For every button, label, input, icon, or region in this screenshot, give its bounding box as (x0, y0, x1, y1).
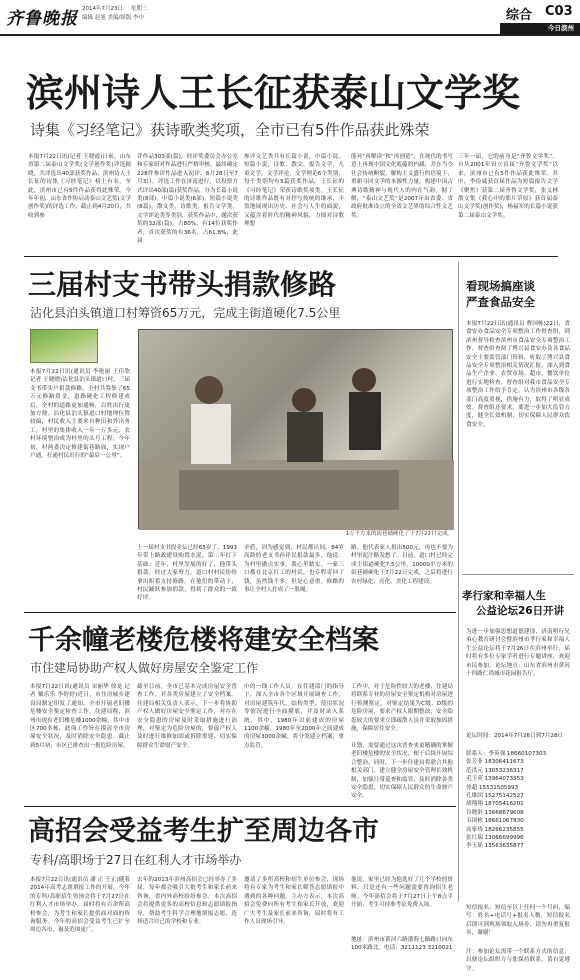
section-label: 综合 (506, 8, 533, 23)
contact-line: 张芳菲 18306411673 (466, 759, 524, 766)
article4-col4: 他说，家里已经为他选好了几个学校的资料，只是还有一些问题需要咨询招生老师。今年高招会将于7月27日上午8点半开始，考生可持准考证免费入场。 (351, 877, 453, 909)
contact-line: 韦国栋 18661067830 (466, 818, 524, 825)
contact-line: 联系人：李英强 18660107303 (466, 751, 547, 757)
article1-col2: 评作品303部(篇)，经评奖委员会办公室和专家组对作品进行严格审核，最终确定228件参评作品进入初评，6月28日至7月3日，评选工作在济南进行，以投票方式评出40部(篇)获奖作品，分为长篇小说类(8部)，中篇小说类(6部)，短篇小说类(8篇)，散文类，诗歌类，报告文学类，文学评论类等类别，获奖作品中，题次获奖的32部(篇)，占80%，有14位获奖作者，首次获奖的有36名，占61.8%，此届 (137, 154, 238, 245)
article3-col2: 截至目前，全市已基本完成房屋安全普查工作，对各类房屋建立了安全档案。住建局相关负责人表示，下一步将协助产权人做好房屋安全鉴定工作，对存在安全隐患的房屋及时采取措施进行治理，对鉴定为危险房屋的，督促产权人及时进行维修加固或拆除重建，切实保障群众生命财产安全。 (137, 684, 237, 749)
article1-col4: 能对“再解读”和“再创造”，在现代的书写意上再现中国文化底蕴的内涵，并在当今社会传统断裂，解构主义盛行的语境下，重新寻回文学的本源性力量，构建中国古典诗歌精神与现代人的内在气韵。据了解，“泰山文艺奖”是2007年由省委、省政府批准设立的全省文艺界的综合性文艺奖。 (351, 154, 453, 219)
article3-headline: 千余幢老楼危楼将建安全档案 (28, 625, 379, 656)
contact-line: 毛玉英 13964073353 (466, 776, 524, 783)
weekday-text: 星期三 (130, 6, 148, 12)
sidebar1-headline-line2: 严查食品安全 (466, 295, 535, 309)
article1-headline: 滨州诗人王长征获泰山文学奖 (26, 71, 521, 115)
sidebar2-body: 为进一步加强思想道德建设，济南明行兄弟心教育研讨会暨滨州市孝行家和幸福人生公益论坛将于7月26日在滨州举行，届时将有多位专家学者进行专题讲座，欢迎市民参加。论坛地点：山东省滨州市黄河十四路仁尚城市花园报告厅。 (466, 629, 570, 678)
contact-line: 谷晓淇 13668679608 (466, 809, 524, 816)
article2-col1: 本报7月22日讯(通讯员 李艳丽 王佳欣 记者 王晓晓)沾化县泊头镇道口村，三届支书带头户捐款修路，全村共筹集了65万元修路资金，道路硬化工程修建成后，全村的道路更加通畅，百姓出行更加方便。沾化县泊头镇道口村地理位置较偏，村民收入主要来自种田和外出务工，村里的集体收入一年一万多元，农村环境整治成为村里的头号工程。今年初，村两委决定修建街巷路面，实现户户通，打通村民出行的“最后一公里”。 (30, 369, 130, 460)
sidebar2-footer: 注：参加论坛需带一个联系方式的信息，以便论坛组织方与您保持联系，请自觉遵守。 (466, 949, 570, 972)
issue-date (82, 6, 147, 13)
article3-col5: 计划，需要通过这次普查来更精确的掌握老旧楼危楼的安全状况，便于后续开展综合整治。同时，下一步住建局将联合其他相关部门，建立健全房屋安全管理长效机制，加强日常巡查和监管，及时消除各类安全隐患，切实保障人民群众的生命财产安全。 (351, 743, 453, 800)
sidebar2-headline-line1: 孝行家和幸福人生 (462, 590, 546, 602)
page-number: C03 (545, 4, 573, 19)
contact-line: 李玉瑶 13563635877 (466, 843, 524, 850)
article1-col5: 三年一届，它的前身是“齐鲁文学奖”。自从2001年设立首届“齐鲁文学奖”以来，滨州市已有5件作品获此殊荣。其中，李俭诚获首届作品为短篇报告文学《聚焦》获第二届齐鲁文学奖，张义林散文集《我心中的那片草原》获首届泰山文学奖(创作奖)，杨福军的长篇小说获第二届泰山文学奖。 (458, 154, 558, 219)
sidebar2-headline-line2: 公益论坛26日开讲 (476, 605, 565, 617)
sidebar-divider (458, 262, 459, 902)
article4-col2: 去年的2013年滨州高招会已经举办了多届，每年都会吸引大批考生和家长前来咨询，省内外高校纷纷参会。本次高招会将提供更多的高校信息和志愿填报指导，帮助考生科学合理地填报志愿，选择适合自己的学校和专业。 (137, 877, 237, 926)
editor-credits: 编辑 赵旭 美编/组版 李中 (82, 15, 145, 21)
road-construction-photo (138, 329, 453, 529)
sidebar2-note: 短信报名：短信至以上任何一个号码，编写：姓名+电话号+报名人数，短信报名后即可到现场领取入场券，请勿再重复报名，谢谢！ (466, 905, 570, 937)
article2-bottom-rule (24, 612, 456, 613)
article1-subhead: 诗集《习经笔记》获诗歌类奖项，全市已有5件作品获此殊荣 (30, 121, 430, 139)
rural-road-logo-image (30, 329, 98, 363)
article4-subhead: 专科/高职场于27日在红利人才市场举办 (30, 853, 242, 867)
article3-bottom-rule (24, 806, 456, 807)
photo-illustration (139, 330, 454, 530)
article4-col5: 地址：滨州市黄河六路渤海七路路口向东100米路北。电话：3211123 3210021 (351, 937, 453, 952)
sidebar-mid-rule (462, 574, 574, 575)
contact-line: 胡翔翔 18705416201 (466, 801, 524, 808)
article4-col3: 邀请了多所高校和招生单位参会，现场将有专家为考生和家长解答志愿填报中遇到的各种问题。主办方表示，本次高招会免费向所有考生和家长开放，欢迎广大考生及家长前来咨询，届时将有工作人员现场引导。 (244, 877, 344, 926)
subsection-text: 今日滨州 (548, 24, 574, 32)
article2-col4: 矛盾，因为感觉到，村民都认同。84岁高龄的老支书孙祥民捐款最多，他说：为村里做点实事，我心里踏实。一家三口都在北京打工的村民，也专程寄回了钱，虽然钱不多，但是心意重。修路的事让全村人拧成了一股绳。 (244, 545, 344, 594)
contact-line: 孔维国 15275142527 (466, 792, 524, 799)
article2-headline: 三届村支书带头捐款修路 (28, 268, 337, 301)
article3-col3: 中的一线工作人员，在住建部门的指导下，深入全市各个区域开展调查工作，对房屋建筑年代、结构类型、使用状况等情况进行全面摸底，并及时录入系统。其中，1980年以前建成的房屋1100余幢，1980年至2000年之间建成的房屋3000余幢，将分类建立档案，重点监管。 (244, 684, 344, 749)
sidebar2-contact-list (466, 750, 570, 851)
date-text: 2014年7月23日 (82, 6, 123, 12)
article1-bottom-rule (24, 256, 558, 257)
photo-caption: 1万平方米的街巷铺硬化了于7月22日完成。 (345, 531, 453, 537)
masthead-rule (0, 34, 580, 36)
article2-col5: 路。他代表家人捐出500元，再也不要为村里泥泞路发愁了。目前，道口村已经完成主街道硬化7.5公里，10000平方米的街巷铺硬化于7月22日完成，之后将进行农村绿化、亮化、美化工程建设。 (351, 545, 453, 585)
article3-col4: 工作中，对于危险性较大的老楼，住建局将联系专业的房屋安全鉴定机构对房屋进行检测鉴定，对鉴定结果为C级、D级的危险房屋，要求产权人限期整改，安全隐患较大的要求立即疏散人员并采取加固措施，保障居住安全。 (351, 684, 453, 733)
article3-subhead: 市住建局协助产权人做好房屋安全鉴定工作 (30, 661, 259, 675)
sidebar1-headline-line1: 看现场搞座谈 (466, 279, 535, 293)
article1-col3: 参评文艺类共有长篇小说，中篇小说，短篇小说，诗歌，散文，报告文学，儿童文学，文学评论，文学理论6个类别，每个类别均有5篇获奖作品。王长征的《习经笔记》荣获诗歌奖项类。王长征的诗歌作品既有对抒写传统的继承，丰盈地展现出历史、社会与人生的面貌，又蕴含着时代的精神风貌，力图对诗歌理想 (244, 154, 344, 228)
article4-headline: 高招会受益考生扩至周边各市 (28, 816, 379, 847)
article2-subhead: 沾化县泊头镇道口村筹资65万元，完成主街道硬化7.5公里 (30, 306, 341, 320)
contact-line: 范洪元 13053236317 (466, 767, 524, 774)
sidebar1-body: 本报7月22日讯(通讯员 曹国栋)22日，省食安办食品安全专项整治工作督查组，到滨州督导检查滨州市食品安全专项整治工作。督查组查阅了博兴县食安办及各食品安全主要监管部门资料，听取了博兴县食品安全专项整治相关情况汇报，深入到食品生产企业、农贸市场、超市、餐饮单位进行实地检查。督查组对我市食品安全专项整治工作给予肯定，认为滨州市各级各部门高度重视，措施有力，取得了明显成效。督查组还要求，要进一步加大监管力度，健全长效机制，切实保障人民群众饮食安全。 (466, 321, 570, 428)
article2-col2: 上一届村支书段金坛已经65岁了，1993年带上路政建设购置水泥，第二年打下基础；近年，村里发展的好了，他带头捐款。经过大家努力，道口村村民纷纷拿出积蓄支持修路。在他们的带动下，村民踊跃参加捐款，得到了群众的一致好评。 (137, 545, 237, 602)
contact-line: 张红瑞 13066699996 (466, 834, 524, 841)
article4-col1: 本报7月22日讯(通讯员 潘 正 王正)随着2014年高考志愿填报工作的开展，今年的专科/高职招生咨询会将于7月27日在红利人才市场举办，届时将有百余所高校参会，为考生和家长提供面对面的咨询服务。今年的高招会受益考生已扩至周边各市，惠及范围更广。 (30, 877, 130, 934)
contact-line: 高家珍 18266235855 (466, 826, 524, 833)
subsection-tab (500, 23, 580, 34)
newspaper-logo: 齐鲁晚报 (6, 9, 78, 29)
sidebar2-date: 论坛时间：2014年7月26日到7月28日 (466, 733, 564, 739)
article1-col1: 本报7月22日讯(记者 王晓霞)日前，山东省第二届泰山文学奖(文学创作奖)评选揭晓，共评选出40部获奖作品，滨州诗人王长征的诗集《习经笔记》榜上有名，至此，滨州市已有5件作品获得此殊荣。今年年初，山东省作协启动泰山文艺奖(文学创作奖)的评选工作，截止到4月20日，共收到参 (28, 154, 131, 219)
article3-col1: 本报7月22日讯(通讯员 宋丽华 徐龙 记者 戴乐乐 李婷婷)近日，市住房城乡建设局制定印发了通知，全市开展老旧楼危楼安全鉴定检查工作。住建局称，滨州市现有老旧楼危楼1000余幢，其中市区700多栋，此项工作旨在摸清全市房屋安全状况，及时消除安全隐患。截止到5月初，市区已排查出一批危险房屋。 (30, 684, 130, 749)
contact-line: 徐超 15531505993 (466, 784, 519, 791)
